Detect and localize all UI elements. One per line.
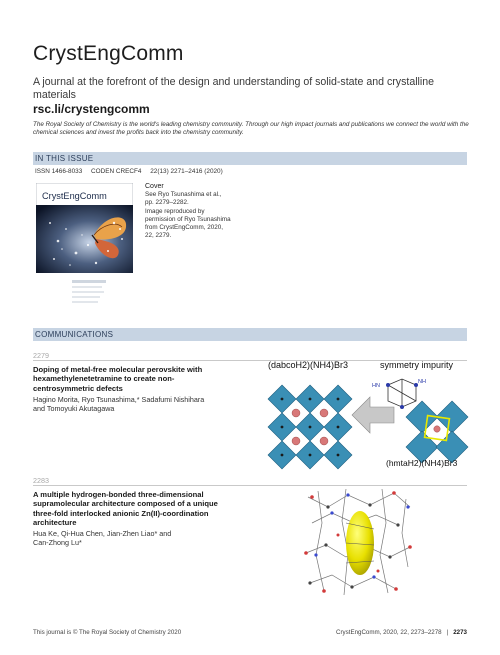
footer-separator: | [446,629,449,636]
article-page-number: 2283 [33,476,49,485]
in-this-issue-label: IN THIS ISSUE [35,154,94,163]
cover-caption-line: from CrystEngComm, 2020, [145,224,224,232]
graphic-label-nh: HN [372,383,380,389]
journal-tagline: A journal at the forefront of the design and understanding of solid-state and crystalline materials [33,76,435,101]
article-title-line: Doping of metal-free molecular perovskite with [33,365,203,374]
issn-row [35,168,230,175]
graphic-label-nh: NH [418,379,426,385]
graphic-label-hmta: (hmtaH2)(NH4)Br3 [386,458,458,468]
communications-band [33,328,467,341]
communications-label: COMMUNICATIONS [35,330,114,339]
article-title-line: hexamethylenetetramine to create non- [33,374,175,384]
cover-caption-line: See Ryo Tsunashima et al., [145,191,222,199]
issn: ISSN 1466-8033 [35,168,83,175]
article-authors-line: and Tomoyuki Akutagawa [33,404,115,414]
cover-caption-line: Image reproduced by [145,207,205,215]
article-authors [33,395,213,413]
in-this-issue-band [33,152,467,165]
volume-info: 22(13) 2271–2416 (2020) [150,168,223,175]
article-authors-line: Can-Zhong Lu* [33,538,82,548]
cover-caption-line: permission of Ryo Tsunashima [145,215,231,223]
journal-title: CrystEngComm [33,42,184,65]
graphic-label-dabco: (dabcoH2)(NH4)Br3 [268,360,349,370]
article-title-line: centrosymmetric defects [33,383,123,393]
article-page-number: 2279 [33,351,49,360]
perovskite-toc-graphic [262,357,472,470]
article-authors-line: Hua Ke, Qi-Hua Chen, Jian-Zhen Liao* and [33,529,172,538]
cover-caption-heading: Cover [145,183,164,190]
cover-image[interactable] [36,183,133,313]
footer-copyright: This journal is © The Royal Society of Chemistry 2020 [33,629,182,636]
article-authors [33,529,213,547]
article-title-line: architecture [33,518,77,528]
article-title-line: A multiple hydrogen-bonded three-dimensional [33,490,204,499]
journal-url-link[interactable]: rsc.li/crystengcomm [33,102,150,116]
arrow-icon [352,397,394,433]
cover-journal-logo: CrystEngComm [42,191,107,201]
cover-caption [145,183,255,240]
cover-caption-line: pp. 2279–2282. [145,199,189,207]
article-title[interactable] [33,365,243,393]
footer-page-number: 2273 [453,629,467,636]
article-title-line: three-fold interlocked anionic Zn(II)-coordination [33,508,209,518]
footer-citation-text: CrystEngComm, 2020, 22, 2273–2278 [336,629,442,636]
article-title-line: supramolecular architecture composed of a unique [33,499,218,509]
footer-citation [336,629,467,636]
article-title[interactable] [33,490,243,528]
coordination-framework-graphic [298,483,418,603]
cover-caption-line: 22, 2279. [145,232,172,240]
rsc-blurb: The Royal Society of Chemistry is the world's leading chemistry community. Through our high impact journals and publications we connect the world with the chemical sciences and invest the profits back into the chemistry community. [33,121,469,137]
article-authors-line: Hagino Morita, Ryo Tsunashima,* Sadafumi Nishihara [33,395,205,404]
coden: CODEN CRECF4 [91,168,142,175]
hmta-molecule [388,379,416,407]
graphic-label-symmetry: symmetry impurity [380,360,454,370]
